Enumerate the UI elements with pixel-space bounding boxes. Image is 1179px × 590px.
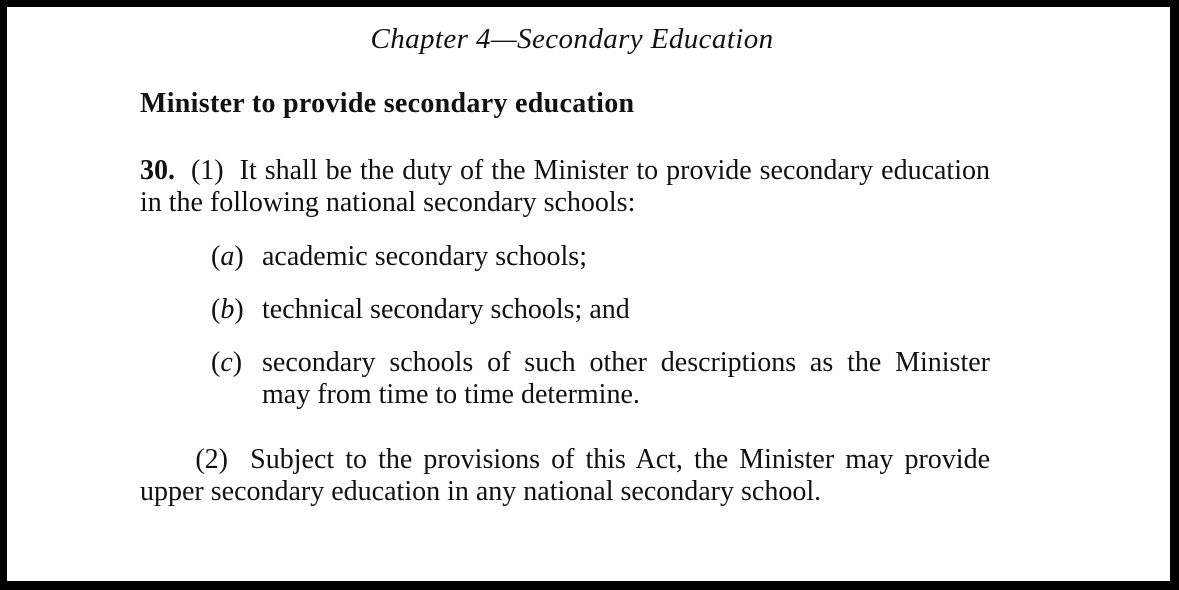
label-open: ( [211, 241, 221, 272]
label-close: ) [234, 241, 244, 272]
list-item-label [211, 241, 262, 273]
subsection-2-text: Subject to the provisions of this Act, the Minister may provide upper secondary education in any national secondary school. [140, 444, 991, 507]
chapter-title [7, 23, 1137, 56]
label-open: ( [211, 347, 221, 378]
label-letter: b [220, 294, 235, 325]
section-heading: Minister to provide secondary education [140, 88, 635, 119]
list-item-c [211, 347, 990, 411]
subsection-2-label: (2) [195, 444, 229, 475]
document-page [7, 7, 1170, 581]
list-item-label [211, 294, 262, 326]
list-item-text: technical secondary schools; and [262, 294, 630, 325]
label-open: ( [211, 294, 221, 325]
list-item-label [211, 347, 262, 411]
chapter-name: Secondary Education [517, 23, 774, 55]
subsection-1 [140, 155, 990, 219]
chapter-dash: — [490, 23, 518, 55]
list-item-a [211, 241, 990, 273]
label-close: ) [234, 294, 244, 325]
section-number: 30. [140, 155, 175, 186]
subsection-1-text: It shall be the duty of the Minister to provide secondary education in the following national secondary schools: [140, 155, 990, 218]
subsection-1-label: (1) [190, 155, 224, 186]
label-letter: c [220, 347, 233, 378]
subsection-2 [140, 444, 990, 508]
list-item-text: academic secondary schools; [262, 241, 587, 272]
chapter-prefix: Chapter 4 [370, 23, 491, 55]
list-item-text: secondary schools of such other descriptions as the Minister may from time to time determine. [262, 347, 990, 410]
list-item-b [211, 294, 990, 326]
label-close: ) [232, 347, 243, 378]
label-letter: a [220, 241, 235, 272]
